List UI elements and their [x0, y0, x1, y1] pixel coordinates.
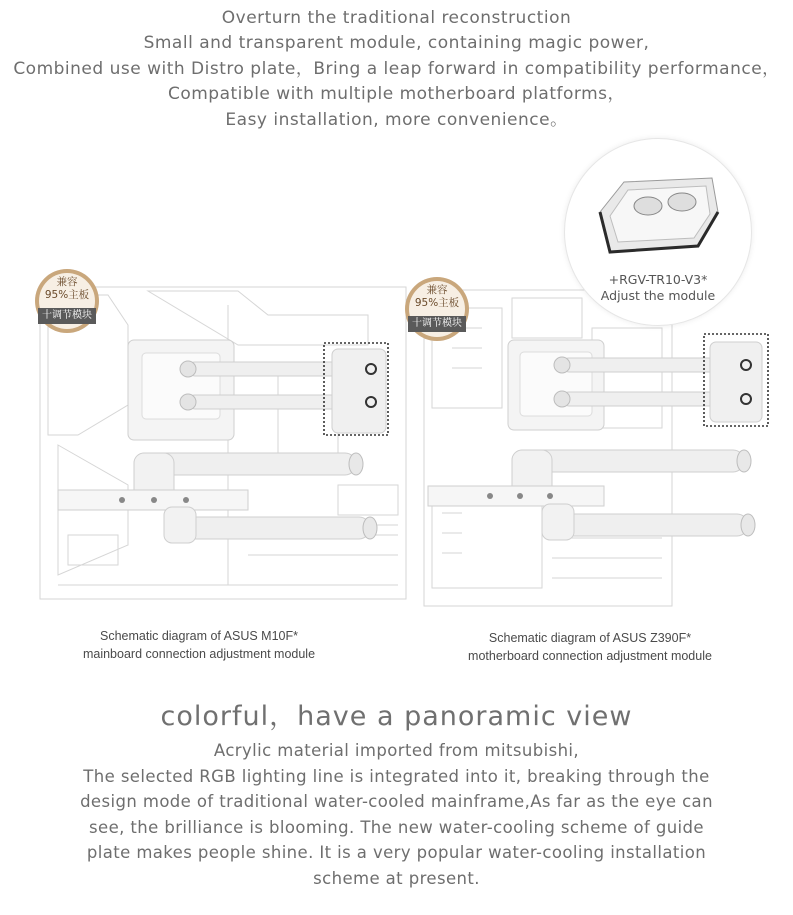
caption-line: mainboard connection adjustment module: [82, 647, 316, 661]
intro-text-block: [0, 6, 793, 133]
badge-line2: 95%主板: [44, 289, 90, 301]
adjust-module-image: [594, 172, 724, 258]
badge-line2: 95%主板: [414, 297, 460, 309]
paragraph-line: see, the brilliance is blooming. The new water-cooling scheme of guide: [89, 817, 704, 837]
compatibility-badge-left: [34, 268, 100, 334]
paragraph-line: plate makes people shine. It is a very popular water-cooling installation: [86, 843, 707, 863]
intro-line: Compatible with multiple motherboard platforms，: [167, 84, 626, 105]
badge-line1: 兼容: [426, 284, 448, 296]
right-motherboard-diagram: [422, 288, 772, 608]
module-label-desc: Adjust the module: [600, 287, 716, 303]
left-diagram-caption: [40, 627, 358, 663]
right-diagram-caption: [440, 629, 740, 665]
badge-band-text: 十调节模块: [42, 310, 92, 321]
section-paragraph: [0, 738, 793, 892]
badge-line1: 兼容: [56, 276, 78, 288]
intro-line: Overturn the traditional reconstruction: [221, 8, 572, 28]
intro-line: Small and transparent module, containing magic power,: [143, 33, 650, 54]
intro-line: Combined use with Distro plate，Bring a leap forward in compatibility performance，: [13, 58, 780, 79]
paragraph-line: Acrylic material imported from mitsubishi,: [213, 741, 580, 760]
paragraph-line: scheme at present.: [313, 868, 480, 888]
paragraph-line: The selected RGB lighting line is integrated into it, breaking through the: [83, 766, 710, 786]
module-label: [564, 272, 752, 303]
module-label-model: +RGV-TR10-V3*: [608, 272, 708, 287]
badge-band-text: 十调节模块: [412, 318, 462, 329]
compatibility-badge-right: [404, 276, 470, 342]
caption-line: motherboard connection adjustment module: [468, 649, 712, 663]
caption-line: Schematic diagram of ASUS M10F*: [100, 629, 298, 643]
section-heading: colorful，have a panoramic view: [160, 701, 633, 732]
paragraph-line: design mode of traditional water-cooled mainframe,As far as the eye can: [80, 792, 713, 812]
intro-line: Easy installation, more convenience。: [225, 109, 568, 130]
caption-line: Schematic diagram of ASUS Z390F*: [488, 631, 692, 645]
